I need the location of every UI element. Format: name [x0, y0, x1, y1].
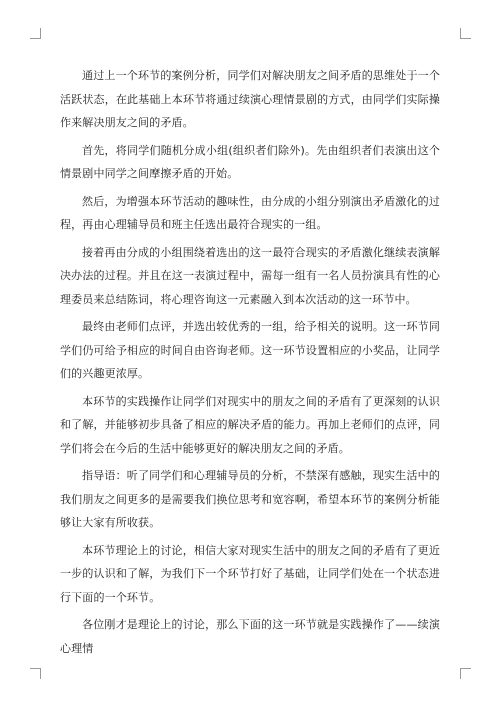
- paragraph: 通过上一个环节的案例分析，同学们对解决朋友之间矛盾的思维处于一个活跃状态，在此基础上本环节将通过续演心理情景剧的方式，由同学们实际操作来解决朋友之间的矛盾。: [60, 69, 440, 129]
- paragraph: 然后，为增强本环节活动的趣味性，由分成的小组分别演出矛盾激化的过程，再由心理辅导员和班主任选出最符合现实的一组。: [60, 194, 440, 231]
- crop-mark-bottom-right: [460, 668, 471, 679]
- paragraph: 本环节理论上的讨论，相信大家对现实生活中的朋友之间的矛盾有了更近一步的认识和了解，为我们下一个环节打好了基础，让同学们处在一个状态进行下面的一个环节。: [60, 543, 440, 604]
- paragraph: 本环节的实践操作让同学们对现实中的朋友之间的矛盾有了更深刻的认识和了解，并能够初步具备了相应的解决矛盾的能力。再加上老师们的点评，同学们将会在今后的生活中能够更好的解决朋友之间的矛盾。: [60, 394, 440, 455]
- paragraph: 接着再由分成的小组围绕着选出的这一最符合现实的矛盾激化继续表演解决办法的过程。并且在这一表演过程中，需每一组有一名人员扮演具有性的心理委员来总结陈词，将心理咨询这一元素融入到本次活动的这一环节中。: [60, 245, 440, 306]
- crop-mark-top-right: [460, 28, 471, 39]
- paragraph: 最终由老师们点评，并选出较优秀的一组，给予相关的说明。这一环节同学们仍可给予相应的时间自由咨询老师。这一环节设置相应的小奖品，让同学们的兴趣更浓厚。: [60, 320, 440, 380]
- paragraph: 首先，将同学们随机分成小组(组织者们除外)。先由组织者们表演出这个情景剧中同学之间摩擦矛盾的开始。: [60, 143, 440, 180]
- paragraph: 指导语：听了同学们和心理辅导员的分析，不禁深有感触，现实生活中的我们朋友之间更多的是需要我们换位思考和宽容啊，希望本环节的案例分析能够让大家有所收获。: [60, 469, 440, 529]
- crop-mark-bottom-left: [30, 668, 41, 679]
- paragraph: 各位刚才是理论上的讨论，那么下面的这一环节就是实践操作了——续演心理情: [60, 618, 440, 655]
- document-body: [60, 64, 440, 664]
- crop-mark-top-left: [30, 28, 41, 39]
